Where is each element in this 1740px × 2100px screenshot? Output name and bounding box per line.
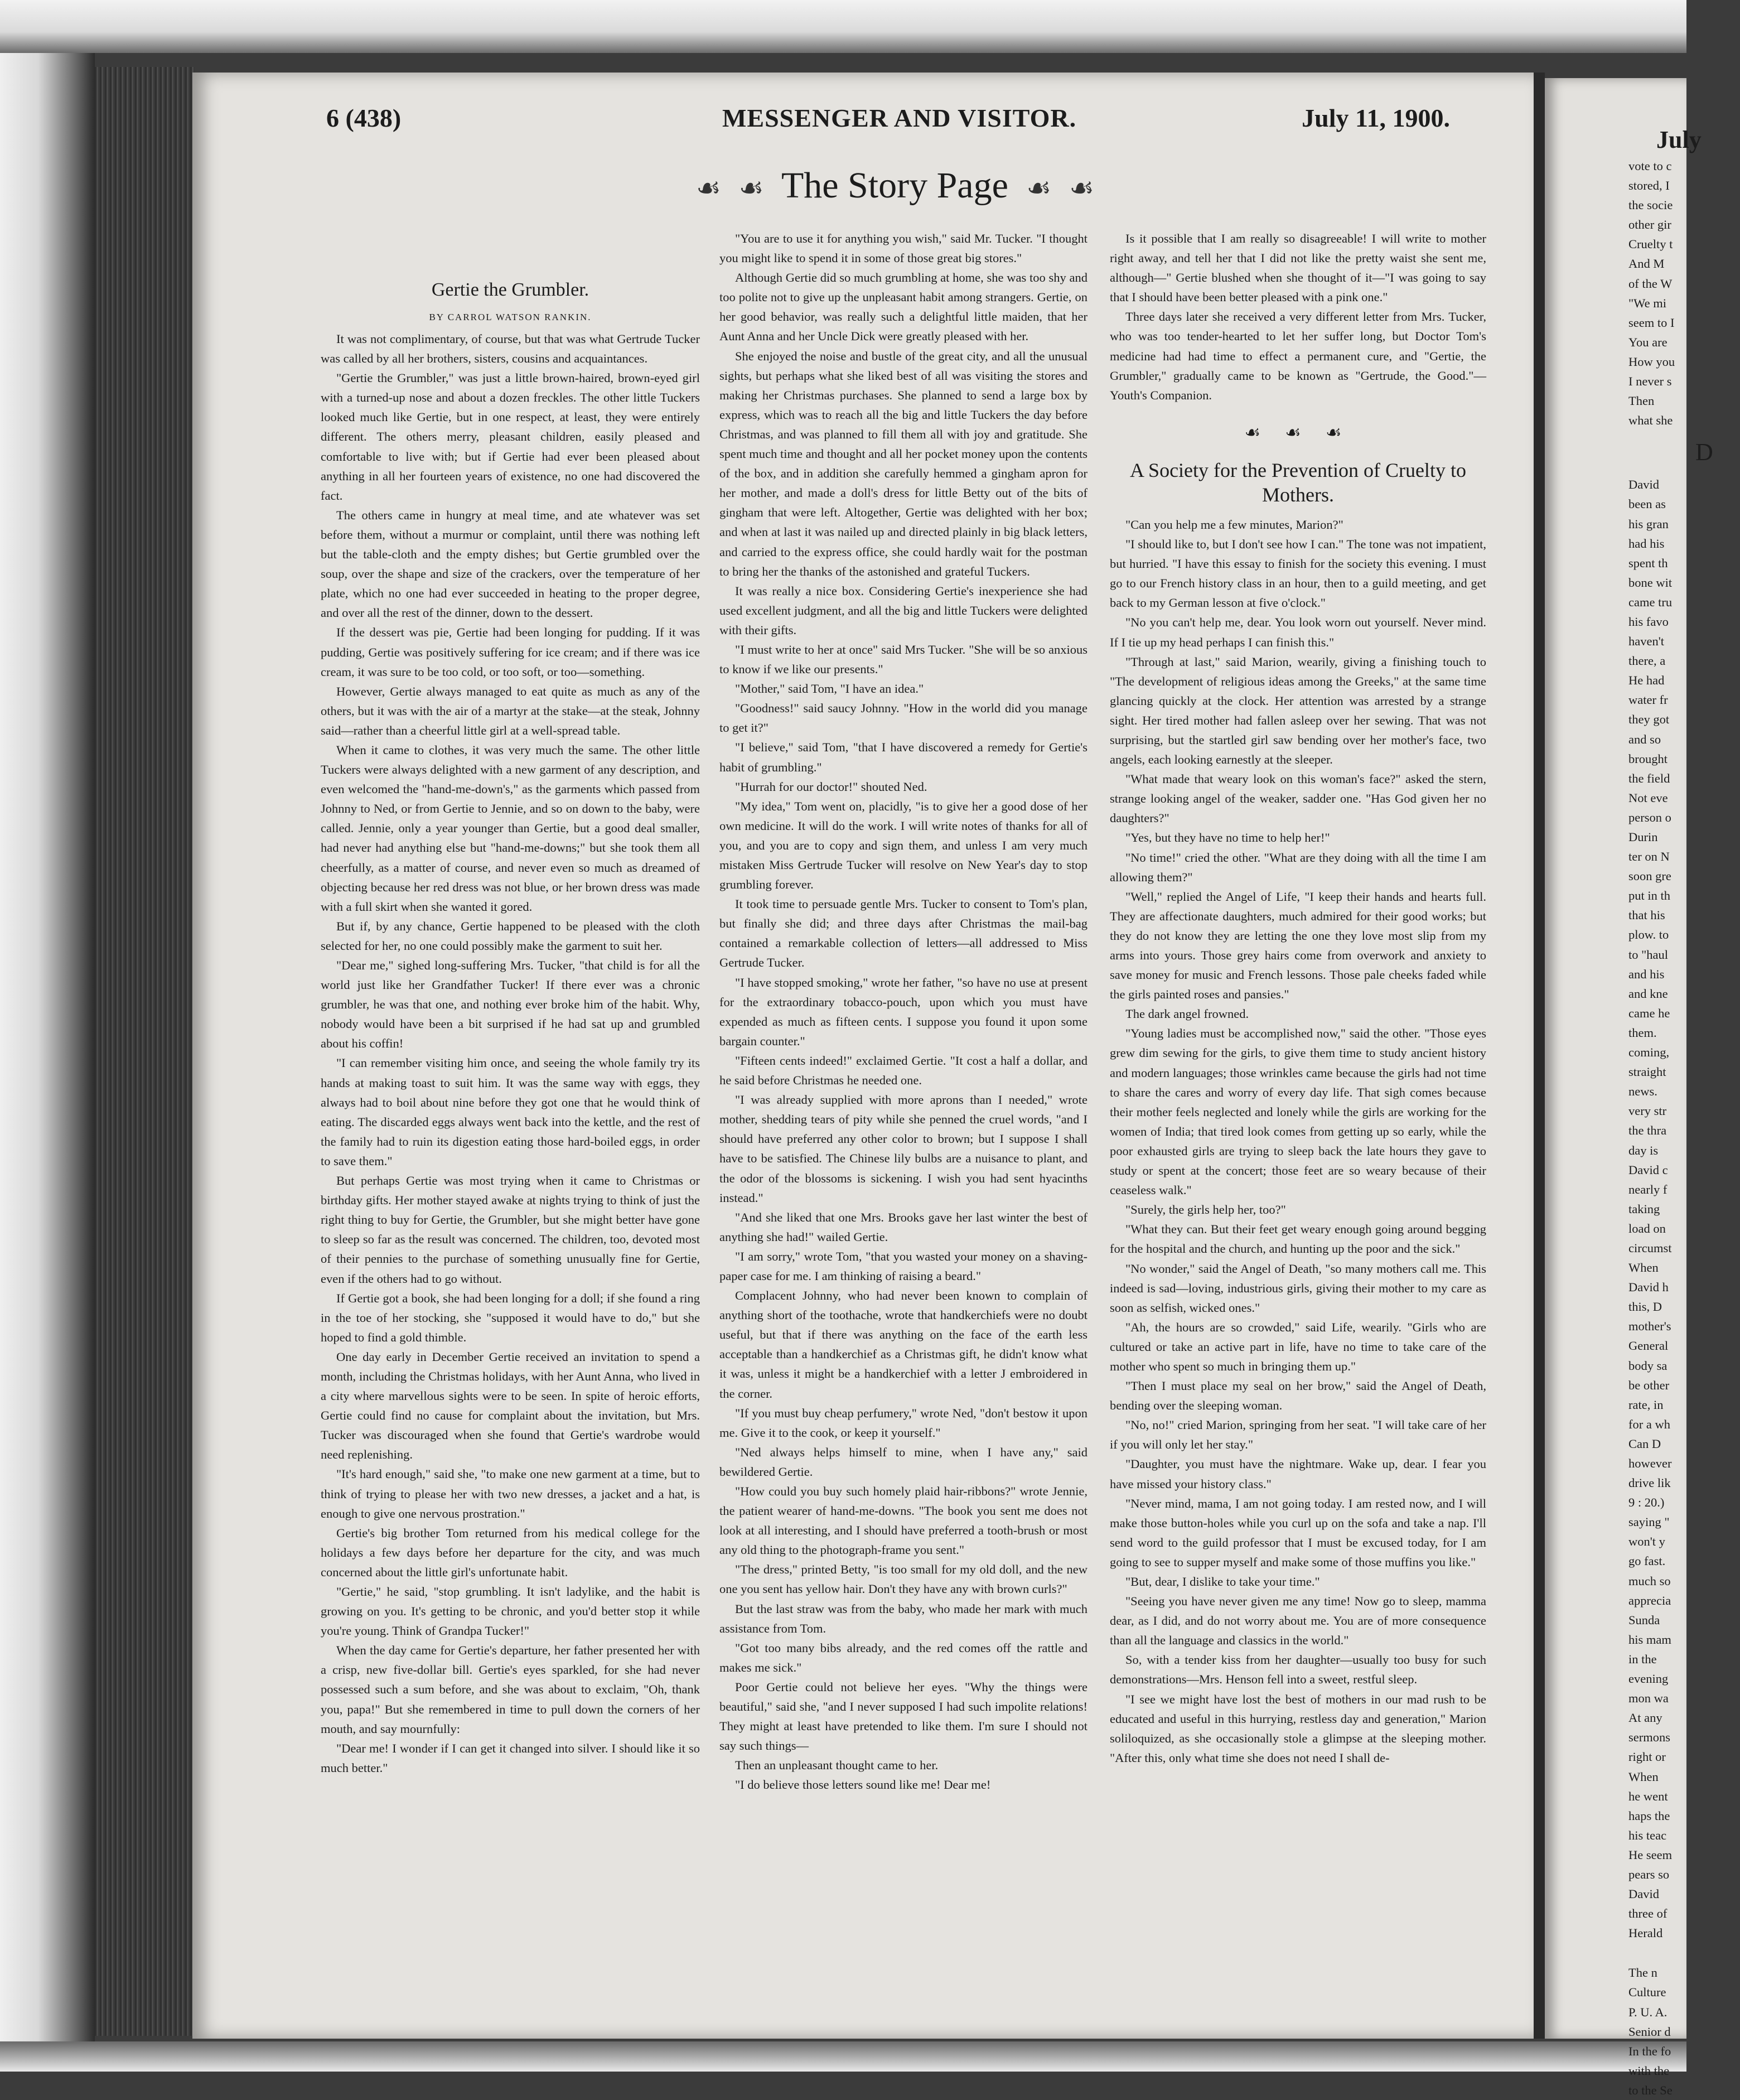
next-page-line: David bbox=[1628, 1887, 1659, 1901]
column-3 bbox=[1110, 229, 1486, 1768]
next-page-line: in the bbox=[1628, 1652, 1657, 1666]
paragraph: "No time!" cried the other. "What are they doing with all the time I am allowing them?" bbox=[1110, 850, 1486, 884]
next-page-line: He had bbox=[1628, 673, 1665, 688]
next-page-line: "We mi bbox=[1628, 296, 1666, 310]
ornament-icon: ☙ bbox=[1069, 172, 1095, 204]
paragraph: But the last straw was from the baby, who made her mark with much assistance from Tom. bbox=[719, 1601, 1088, 1635]
next-page-line: much so bbox=[1628, 1573, 1671, 1588]
paragraph: "I can remember visiting him once, and seeing the whole family try its hands at making toast to suit him. It was the same way with eggs, they always had to boil about nine before they got one that he would think of eating. The discarded eggs always went back into the kettle, and the rest of the family had to ruin its digestion eating those hard-boiled eggs, in order to save them." bbox=[321, 1056, 700, 1168]
paragraph: "You are to use it for anything you wish," said Mr. Tucker. "I thought you might like to spend it in some of those great big stores." bbox=[719, 231, 1088, 265]
paragraph: "Ah, the hours are so crowded," said Life, wearily. "Girls who are cultured or take an active part in life, have no time to take care of the mother who spent so much in bringing them up." bbox=[1110, 1320, 1486, 1373]
paragraph: If Gertie got a book, she had been longing for a doll; if she found a ring in the toe of her stocking, she "supposed it would have to do," but she hoped to find a gold thimble. bbox=[321, 1291, 700, 1344]
next-page-line: right or bbox=[1628, 1750, 1666, 1764]
next-page-line: his gran bbox=[1628, 516, 1669, 531]
next-page-line: circumst bbox=[1628, 1240, 1672, 1255]
column-1 bbox=[321, 229, 700, 1778]
paragraph: But if, by any chance, Gertie happened to be pleased with the cloth selected for her, no one could possibly make the garment to suit her. bbox=[321, 919, 700, 953]
paragraph: So, with a tender kiss from her daughter—usually too busy for such demonstrations—Mrs. Henson fell into a sweet, restful sleep. bbox=[1110, 1653, 1486, 1687]
next-page-line: saying " bbox=[1628, 1515, 1670, 1529]
paragraph: "I should like to, but I don't see how I can." The tone was not impatient, but hurried. "I have this essay to finish for the society this evening. I must go to our French history class in an hour, then to a guild meeting, and get back to my German lesson at five o'clock." bbox=[1110, 537, 1486, 610]
next-page-line: load on bbox=[1628, 1221, 1666, 1235]
article-byline: BY CARROL WATSON RANKIN. bbox=[429, 312, 592, 322]
next-page-line: ter on N bbox=[1628, 849, 1670, 864]
scan-bottom-margin bbox=[0, 2041, 1686, 2072]
paragraph: "Then I must place my seal on her brow," said the Angel of Death, bending over the sleeping woman. bbox=[1110, 1379, 1486, 1413]
next-page-line: coming, bbox=[1628, 1045, 1670, 1060]
next-page-line: brought bbox=[1628, 751, 1668, 766]
paragraph: "How could you buy such homely plaid hair-ribbons?" wrote Jennie, the patient wearer of hand-me-downs. "The book you sent me does not look at all interesting, and I should have preferred a tooth-brush or most any old thing to the photograph-frame you sent." bbox=[719, 1484, 1088, 1557]
next-page-line: however bbox=[1628, 1456, 1672, 1470]
book-gutter bbox=[1534, 73, 1545, 2039]
paragraph: However, Gertie always managed to eat quite as much as any of the others, but it was with the air of a martyr at the stake—at the steak, Johnny said—rather than a cheerful little girl at a well-spread table. bbox=[321, 684, 700, 737]
journal-title: MESSENGER AND VISITOR. bbox=[722, 104, 1077, 132]
next-page-line: How you bbox=[1628, 354, 1675, 369]
paragraph: "Dear me," sighed long-suffering Mrs. Tucker, "that child is for all the world just like her Grandfather Tucker! If there ever was a chronic grumbler, he was that one, and nothing ever broke him of the habit. Why, nobody would have been a bit surprised if he had sat up and grumbled about his coffin! bbox=[321, 958, 700, 1051]
next-page-line: three of bbox=[1628, 1906, 1668, 1921]
next-page-line: vote to c bbox=[1628, 159, 1672, 173]
next-page-line: to the Se bbox=[1628, 2083, 1673, 2097]
next-page-line: be other bbox=[1628, 1378, 1670, 1392]
paragraph: It was really a nice box. Considering Gertie's inexperience she had used excellent judgment, and all the big and little Tuckers were delighted with their gifts. bbox=[719, 583, 1088, 637]
next-page-line: Herald bbox=[1628, 1926, 1663, 1940]
next-page-line: and kne bbox=[1628, 986, 1668, 1001]
scan-top-margin bbox=[0, 0, 1686, 53]
paragraph: "Gertie," he said, "stop grumbling. It isn't ladylike, and the habit is growing on you. It's getting to be chronic, and you'd better stop it while you're young. Think of Grandpa Tucker!" bbox=[321, 1585, 700, 1638]
next-page-line: the thra bbox=[1628, 1123, 1667, 1138]
paragraph: "Young ladies must be accomplished now," said the other. "Those eyes grew dim sewing for the girls, to give them time to study ancient history and modern languages; those wrinkles came because the girls had not time to share the cares and worry of every day life. That sigh comes because their mother feels neglected and lonely while the girls are working for the women of India; that tired look comes from getting up so early, while the poor exhausted girls are trying to sleep back the late hours they gave to study or spent at the concert; those feet are so weary because of their ceaseless walk." bbox=[1110, 1026, 1486, 1198]
next-page-line: they got bbox=[1628, 712, 1670, 727]
next-page-line: this, D bbox=[1628, 1300, 1662, 1314]
paragraph: "I was already supplied with more aprons than I needed," wrote mother, shedding tears of pity while she penned the cruel words, "and I should have preferred any other color to brown; but I suppose I shall have to be satisfied. The Chinese lily bulbs are a nuisance to plant, and the odor of the blossoms is sickening. I wish you had sent hyacinths instead." bbox=[719, 1093, 1088, 1205]
next-page-line: 9 : 20.) bbox=[1628, 1495, 1665, 1510]
paragraph: "Seeing you have never given me any time! Now go to sleep, mamma dear, as I did, and do not worry about me. You are of more consequence than all the language and classics in the world." bbox=[1110, 1594, 1486, 1648]
paragraph: "Ned always helps himself to mine, when I have any," said bewildered Gertie. bbox=[719, 1445, 1088, 1479]
next-page-line: General bbox=[1628, 1339, 1669, 1353]
paragraph: "And she liked that one Mrs. Brooks gave her last winter the best of anything she had!" wailed Gertie. bbox=[719, 1210, 1088, 1244]
next-page-line: bone wit bbox=[1628, 575, 1673, 590]
paragraph: "No you can't help me, dear. You look worn out yourself. Never mind. If I tie up my head perhaps I can finish this." bbox=[1110, 615, 1486, 649]
paragraph: If the dessert was pie, Gertie had been longing for pudding. If it was pudding, Gertie was positively suffering for ice cream; and if there was ice cream, it was sure to be too cold, or too soft, or too—something. bbox=[321, 625, 700, 679]
next-page-line: David c bbox=[1628, 1162, 1668, 1177]
next-page-line: straight bbox=[1628, 1065, 1666, 1079]
next-page-line: evening bbox=[1628, 1672, 1669, 1686]
next-page-line: When bbox=[1628, 1769, 1659, 1784]
next-page-line: You are bbox=[1628, 335, 1668, 349]
paragraph: The others came in hungry at meal time, and ate whatever was set before them, without a murmur or complaint, until there was nothing left but the table-cloth and the empty dishes; but Gertie grumbled over the soup, over the shape and size of the crackers, over the temperature of her plate, which no one had ever succeeded in heating to the proper degree, and over all the rest of the dinner, down to the dessert. bbox=[321, 508, 700, 620]
next-page-line: he went bbox=[1628, 1789, 1668, 1803]
next-page-line: haven't bbox=[1628, 634, 1665, 649]
next-page-line: Sunda bbox=[1628, 1613, 1660, 1627]
next-page-line: He seem bbox=[1628, 1847, 1673, 1862]
paragraph: Is it possible that I am really so disagreeable! I will write to mother right away, and tell her that I did not like the pretty waist she sent me, although—" Gertie blushed when she thought of it—"I was going to say that I should have been better pleased with a pink one." bbox=[1110, 231, 1486, 305]
next-page-line: rate, in bbox=[1628, 1397, 1664, 1412]
paragraph: Gertie's big brother Tom returned from his medical college for the holidays a few days before her departure for the city, and was much concerned about the little girl's unfortunate habit. bbox=[321, 1525, 700, 1579]
next-page-line: what she bbox=[1628, 413, 1673, 428]
section-title: The Story Page bbox=[781, 165, 1008, 206]
paragraph: "What made that weary look on this woman's face?" asked the stern, strange looking angel of the weaker, sadder one. "Has God given her no daughters?" bbox=[1110, 772, 1486, 825]
next-page-line: At any bbox=[1628, 1711, 1662, 1725]
paragraph: "But, dear, I dislike to take your time." bbox=[1125, 1575, 1320, 1589]
paragraph: "Yes, but they have no time to help her!" bbox=[1125, 831, 1330, 845]
next-page-line: of the W bbox=[1628, 276, 1673, 291]
next-page-line: water fr bbox=[1628, 693, 1668, 707]
next-page-line: had his bbox=[1628, 536, 1665, 551]
ornament-icon: ☙ bbox=[695, 172, 721, 204]
next-page-line: to "haul bbox=[1628, 947, 1669, 962]
next-page-line: there, a bbox=[1628, 654, 1666, 668]
paragraph: "Well," replied the Angel of Life, "I keep their hands and hearts full. They are affectionate daughters, much admired for their good works; but they do not know they are letting the one they love most slip from my arms into yours. Those grey hairs come from overwork and anxiety to save money for music and French lessons. Those pale cheeks faded while the girls painted roses and pansies." bbox=[1110, 889, 1486, 1002]
next-page-line: drive lik bbox=[1628, 1476, 1671, 1490]
paragraph: One day early in December Gertie received an invitation to spend a month, including the Christmas holidays, with her Aunt Anna, who lived in a city where marvellous sights were to be seen. In spite of heroic efforts, Gertie could find no cause for complaint about the invitation, but Mrs. Tucker was discouraged when she found that Gertie's wardrobe would need replenishing. bbox=[321, 1349, 700, 1462]
next-page-line: person o bbox=[1628, 810, 1671, 824]
paragraph: "Goodness!" said saucy Johnny. "How in the world did you manage to get it?" bbox=[719, 701, 1088, 735]
paragraph: When the day came for Gertie's departure, her father presented her with a crisp, new five-dollar bill. Gertie's eyes sparkled, for she had never possessed such a sum before, and she was about to exclaim, "Oh, thank you, papa!" But she remembered in time to pull down the corners of her mouth, and say mournfully: bbox=[321, 1643, 700, 1736]
paragraph: "Gertie the Grumbler," was just a little brown-haired, brown-eyed girl with a turned-up nose and about a dozen freckles. The other little Tuckers looked much like Gertie, but in one respect, at least, they were entirely different. The others merry, pleasant children, easily pleased and comfortable to live with; but if Gertie had ever been pleased about anything in all her fourteen years of existence, no one had discovered the fact. bbox=[321, 371, 700, 503]
next-page-fragment bbox=[1545, 78, 1713, 2097]
paragraph: "I am sorry," wrote Tom, "that you wasted your money on a shaving-paper case for me. I am thinking of raising a beard." bbox=[719, 1249, 1088, 1283]
next-page-line: sermons bbox=[1628, 1730, 1670, 1745]
article-title: A Society for the Prevention of Cruelty to Mothers. bbox=[1130, 458, 1466, 506]
next-page-line: news. bbox=[1628, 1084, 1657, 1099]
section-heading bbox=[683, 165, 1107, 207]
paragraph: Although Gertie did so much grumbling at home, she was too shy and too polite not to give up the unpleasant habit among strangers. Gertie, on her good behavior, was really such a delightful little maiden, that her Aunt Anna and her Uncle Dick were greatly pleased with her. bbox=[719, 271, 1088, 344]
paragraph: "I must write to her at once" said Mrs Tucker. "She will be so anxious to know if we like our presents." bbox=[719, 642, 1088, 677]
book-page-edges bbox=[95, 67, 195, 2036]
next-page-line: mon wa bbox=[1628, 1691, 1669, 1706]
next-page-line: spent th bbox=[1628, 556, 1668, 570]
next-page-line: haps the bbox=[1628, 1808, 1670, 1823]
next-page-line: Senior d bbox=[1628, 2024, 1671, 2039]
paragraph: Complacent Johnny, who had never been known to complain of anything short of the toothache, wrote that handkerchiefs were no doubt useful, but that if there was anything on the face of the earth less acceptable than a handkerchief as a Christmas gift, he didn't know what it was, unless it might be a handkerchief with a letter J embroidered in the corner. bbox=[719, 1288, 1088, 1401]
newspaper-page bbox=[192, 73, 1534, 2039]
next-page-line: In the fo bbox=[1628, 2044, 1671, 2058]
next-page-line: and his bbox=[1628, 967, 1665, 981]
paragraph: When it came to clothes, it was very much the same. The other little Tuckers were always delighted with a new garment of any description, and even welcomed the "hand-me-down's," as the garments which passed from Johnny to Ned, or from Gertie to Jennie, and so on down to the baby, were called. Jennie, only a year younger than Gertie, but a good deal smaller, had never had anything else but "hand-me-downs;" but she took them all cheerfully, as a matter of course, and never even so much as dreamed of objecting because her red dress was not blue, or her brown dress was made with a full skirt when she wanted it gored. bbox=[321, 742, 700, 914]
paragraph: Then an unpleasant thought came to her. bbox=[735, 1758, 939, 1773]
paragraph: "Through at last," said Marion, wearily, giving a finishing touch to "The development of religious ideas among the Greeks," at the same time glancing quickly at the clock. Her attention was arrested by a strange sight. Her tired mother had fallen asleep over her sewing. That was not surprising, but the startled girl saw bending over her mother's face, two angels, each looking earnestly at the sleeper. bbox=[1110, 654, 1486, 767]
next-page-running-head: July bbox=[1656, 126, 1702, 153]
next-page-line: taking bbox=[1628, 1201, 1660, 1216]
paragraph: "Mother," said Tom, "I have an idea." bbox=[735, 682, 924, 696]
paragraph: Poor Gertie could not believe her eyes. "Why the things were beautiful," said she, "and I never supposed I had such impolite relations! They might at least have pretended to like them. I'm sure I should not say such things— bbox=[719, 1679, 1088, 1753]
next-page-line: apprecia bbox=[1628, 1593, 1671, 1607]
next-page-line: Then bbox=[1628, 394, 1655, 408]
scan-left-margin bbox=[0, 53, 95, 2041]
next-page-drop-heading: D bbox=[1695, 438, 1713, 466]
paragraph: It took time to persuade gentle Mrs. Tucker to consent to Tom's plan, but finally she did; and three days after Christmas the mail-bag contained a remarkable collection of letters—all addressed to Miss Gertrude Tucker. bbox=[719, 897, 1088, 970]
next-page-gap bbox=[1628, 1943, 1740, 1963]
article-title: Gertie the Grumbler. bbox=[431, 279, 589, 300]
running-head bbox=[192, 103, 1534, 142]
next-page-line: When bbox=[1628, 1261, 1659, 1275]
paragraph: "Daughter, you must have the nightmare. Wake up, dear. I fear you have missed your history class." bbox=[1110, 1457, 1486, 1491]
next-page-line: Not eve bbox=[1628, 790, 1668, 805]
ornament-icon: ☙ bbox=[1026, 172, 1052, 204]
next-page-line: his favo bbox=[1628, 614, 1669, 629]
next-page-line: stored, I bbox=[1628, 178, 1670, 193]
section-divider: ☙ ☙ ☙ bbox=[1244, 422, 1352, 442]
next-page-line: came tru bbox=[1628, 595, 1673, 609]
paragraph: "Dear me! I wonder if I can get it changed into silver. I should like it so much better." bbox=[321, 1741, 700, 1775]
paragraph: "No wonder," said the Angel of Death, "so many mothers call me. This indeed is sad—loving, industrious girls, giving their mother to my care as soon as selfish, wicked ones." bbox=[1110, 1261, 1486, 1315]
next-page-line: The n bbox=[1628, 1966, 1657, 1980]
paragraph: "The dress," printed Betty, "is too small for my old doll, and the new one you sent has yellow hair. Don't they have any with brown curls?" bbox=[719, 1562, 1088, 1596]
paragraph: "I believe," said Tom, "that I have discovered a remedy for Gertie's habit of grumbling." bbox=[719, 740, 1088, 774]
next-page-line: won't y bbox=[1628, 1534, 1665, 1549]
paragraph: "Hurrah for our doctor!" shouted Ned. bbox=[735, 779, 927, 794]
next-page-line: Can D bbox=[1628, 1436, 1661, 1451]
next-page-line: I never s bbox=[1628, 374, 1672, 389]
paragraph: "Never mind, mama, I am not going today. I am rested now, and I will make those button-holes while you curl up on the sofa and take a nap. I'll send word to the guild professor that I must be excused today, for I am going to see to supper myself and make some of those muffins you like." bbox=[1110, 1496, 1486, 1569]
next-page-line: the field bbox=[1628, 771, 1670, 785]
next-page-line: other gir bbox=[1628, 218, 1671, 232]
paragraph: "Fifteen cents indeed!" exclaimed Gertie. "It cost a half a dollar, and he said before Christmas he needed one. bbox=[719, 1053, 1088, 1088]
next-page-line: his mam bbox=[1628, 1632, 1671, 1647]
paragraph: "What they can. But their feet get weary enough going around begging for the hospital and the church, and hunting up the poor and the sick." bbox=[1110, 1222, 1486, 1256]
next-page-line: seem to I bbox=[1628, 315, 1675, 330]
paragraph: She enjoyed the noise and bustle of the great city, and all the unusual sights, but perhaps what she liked best of all was visiting the stores and making her Christmas purchases. She planned to send a large box by express, which was to reach all the big and little Tuckers the day before Christmas, and was planned to fill them all with joy and gratitude. She spent much time and thought and all her pocket money upon the contents of the box, and in addition she carefully hemmed a gingham apron for her mother, and made a doll's dress for little Betty out of the bits of gingham that were left. Altogether, Gertie was delighted with her box; and when at last it was nailed up and directed plainly in big black letters, and carried to the express office, she could hardly wait for the postman to bring her the thanks of the astonished and grateful Tuckers. bbox=[719, 349, 1088, 578]
next-page-line: P. U. A. bbox=[1628, 2005, 1668, 2019]
next-page-line: with the bbox=[1628, 2063, 1670, 2078]
next-page-line: nearly f bbox=[1628, 1182, 1668, 1196]
next-page-line: Cruelty t bbox=[1628, 237, 1673, 252]
paragraph: "I have stopped smoking," wrote her father, "so have no use at present for the extraordinary tobacco-pouch, upon which you must have expended as much as fifteen cents. I suppose you found it upon some bargain counter." bbox=[719, 975, 1088, 1048]
next-page-line: been as bbox=[1628, 497, 1666, 511]
next-page-line: plow. to bbox=[1628, 928, 1669, 942]
next-page-line: the socie bbox=[1628, 198, 1673, 213]
next-page-line: for a wh bbox=[1628, 1417, 1670, 1431]
paragraph: Three days later she received a very different letter from Mrs. Tucker, who was too tender-hearted to let her suffer long, but Doctor Tom's medicine had had time to effect a permanent cure, and "Gertie, the Grumbler," gradually came to be known as "Gertrude, the Good."—Youth's Companion. bbox=[1110, 310, 1486, 402]
next-page-line: David h bbox=[1628, 1280, 1669, 1295]
next-page-line: and so bbox=[1628, 732, 1661, 746]
next-page-line: his teac bbox=[1628, 1828, 1667, 1842]
next-page-line: body sa bbox=[1628, 1358, 1668, 1373]
next-page-line: David bbox=[1628, 477, 1659, 492]
paragraph: The dark angel frowned. bbox=[1125, 1007, 1249, 1021]
paragraph: "If you must buy cheap perfumery," wrote Ned, "don't bestow it upon me. Give it to the cook, or keep it yourself." bbox=[719, 1406, 1088, 1440]
paragraph: "It's hard enough," said she, "to make one new garment at a time, but to think of trying to please her with two new dresses, a jacket and a hat, is enough to give one nervous prostration." bbox=[321, 1467, 700, 1520]
paragraph: But perhaps Gertie was most trying when it came to Christmas or birthday gifts. Her mother stayed awake at nights trying to think of just the right thing to buy for Gertie, the Grumbler, but she might better have gone to sleep so far as the result was concerned. The children, too, devoted most of their pennies to the purchase of something unusually fine for Gertie, even if the others had to go without. bbox=[321, 1174, 700, 1286]
next-page-line: put in th bbox=[1628, 889, 1671, 903]
next-page-line: that his bbox=[1628, 908, 1665, 923]
next-page-line: soon gre bbox=[1628, 869, 1671, 884]
page-number: 6 (438) bbox=[326, 104, 402, 132]
ornament-icon: ☙ bbox=[738, 172, 764, 204]
paragraph: "I do believe those letters sound like me! Dear me! bbox=[735, 1778, 991, 1792]
next-page-column bbox=[1628, 156, 1740, 2100]
paragraph: "Can you help me a few minutes, Marion?" bbox=[1125, 517, 1343, 532]
paragraph: "My idea," Tom went on, placidly, "is to give her a good dose of her own medicine. It will do the work. I will write notes of thanks for all of you, and you are to copy and sign them, and unless I am very much mistaken Miss Gertrude Tucker will resolve on New Year's day to stop grumbling forever. bbox=[719, 799, 1088, 892]
next-page-line: Durin bbox=[1628, 830, 1658, 844]
paragraph: "No, no!" cried Marion, springing from her seat. "I will take care of her if you will only let her stay." bbox=[1110, 1418, 1486, 1452]
next-page-line: Culture bbox=[1628, 1985, 1666, 2000]
next-page-line: mother's bbox=[1628, 1319, 1671, 1334]
paragraph: "Got too many bibs already, and the red comes off the rattle and makes me sick." bbox=[719, 1640, 1088, 1674]
next-page-line: pears so bbox=[1628, 1867, 1670, 1881]
paragraph: "I see we might have lost the best of mothers in our mad rush to be educated and useful in this hurrying, restless day and generation," Marion soliloquized, as she occasionally stole a glimpse at the sleeping mother. "After this, only what time she does not need I shall de- bbox=[1110, 1692, 1486, 1765]
next-page-line: very str bbox=[1628, 1104, 1667, 1118]
next-page-line: them. bbox=[1628, 1025, 1657, 1040]
issue-date: July 11, 1900. bbox=[1302, 104, 1450, 132]
next-page-line: And M bbox=[1628, 257, 1665, 271]
paragraph: "Surely, the girls help her, too?" bbox=[1125, 1203, 1286, 1217]
next-page-line: day is bbox=[1628, 1143, 1659, 1157]
column-2 bbox=[719, 229, 1088, 1795]
next-page-line: came he bbox=[1628, 1006, 1670, 1020]
paragraph: It was not complimentary, of course, but that was what Gertrude Tucker was called by all her brothers, sisters, cousins and acquaintances. bbox=[321, 332, 700, 366]
next-page-line: go fast. bbox=[1628, 1554, 1666, 1568]
